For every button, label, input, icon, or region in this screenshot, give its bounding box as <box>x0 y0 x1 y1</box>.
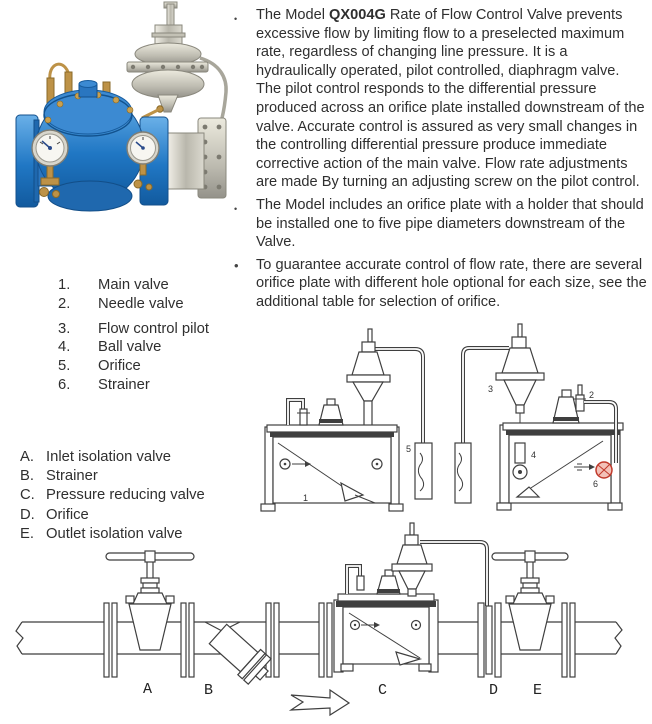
bullet-icon: • <box>234 14 238 24</box>
item-label: Outlet isolation valve <box>46 525 183 542</box>
label-pilot: 3 <box>487 384 493 394</box>
list-item <box>58 296 258 315</box>
strainer-highlight <box>596 462 612 478</box>
steel-spool <box>168 118 226 198</box>
item-number: 4. <box>58 339 71 356</box>
item-letter: C. <box>20 487 35 504</box>
item-label: Pressure reducing valve <box>46 487 205 504</box>
list-item <box>20 449 240 468</box>
label-strainer: 6 <box>593 479 599 489</box>
ball-valve <box>513 443 527 479</box>
pilot-valve <box>127 2 208 118</box>
item-number: 2. <box>58 295 71 312</box>
bullet-icon: • <box>234 257 239 273</box>
bonnet-fittings <box>288 399 343 425</box>
item-label: Strainer <box>46 468 98 485</box>
description-paragraph <box>234 6 648 192</box>
paragraph-body: Rate of Flow Control Valve prevents excessive flow by limiting flow to a preselected maximum rate, regardless of changing line pressure. It is a hydraulically operated, pilot controlled, diaphragm valve. The pilot control responds to the differential pressure produced across an orifice plate installed downstream of the valve. Accurate control is assured as very small changes in the controlling differential pressure produce immediate corrective action of the main valve. Flow rate adjustments are made By turning an adjusting screw on the pilot control. <box>256 7 645 191</box>
label-control-valve: C <box>378 682 388 699</box>
item-label: Strainer <box>98 376 150 393</box>
label-main-valve: 1 <box>303 493 309 503</box>
item-label: Orifice <box>98 358 141 375</box>
description-paragraph <box>234 256 648 312</box>
list-item <box>58 277 258 296</box>
list-item <box>58 377 258 396</box>
list-item <box>20 468 240 487</box>
label-orifice: 5 <box>405 444 411 454</box>
model-number: QX004G <box>329 7 386 23</box>
pilot-valve <box>347 329 390 427</box>
list-item <box>58 321 258 340</box>
pressure-reducing-valve <box>334 523 438 672</box>
paragraph-prefix: The Model <box>256 7 330 23</box>
item-number: 6. <box>58 376 71 393</box>
item-letter: B. <box>20 468 34 485</box>
outlet-isolation-valve <box>492 551 568 650</box>
item-label: Orifice <box>46 506 89 523</box>
parts-list <box>58 277 258 396</box>
label-inlet-valve: A <box>143 681 153 698</box>
bonnet-fittings <box>553 385 586 423</box>
paragraph-text: To guarantee accurate control of flow rate, there are several orifice plate with different hole optional for each size, see the additional table for selection of orifice. <box>256 256 647 310</box>
description-section <box>234 6 648 316</box>
description-paragraph <box>234 196 648 252</box>
orifice-plate <box>478 603 501 677</box>
item-label: Ball valve <box>98 339 162 356</box>
orifice-holder <box>415 443 432 499</box>
item-number: 3. <box>58 320 71 337</box>
label-strainer: B <box>204 682 214 699</box>
product-photo <box>0 0 233 290</box>
y-strainer <box>205 621 275 688</box>
list-item <box>58 339 258 358</box>
installation-schematic <box>0 518 652 724</box>
item-label: Needle valve <box>98 295 184 312</box>
item-letter: E. <box>20 525 34 542</box>
label-needle-valve: 2 <box>589 390 595 400</box>
paragraph-text: The Model includes an orifice plate with a holder that should be installed one to five pipe diameters downstream of the Valve. <box>256 196 644 251</box>
item-letter: A. <box>20 449 34 465</box>
list-item <box>58 358 258 377</box>
label-orifice: D <box>489 682 499 699</box>
item-number: 1. <box>58 277 71 293</box>
item-label: Inlet isolation valve <box>46 449 172 465</box>
main-valve <box>261 425 403 511</box>
label-outlet-valve: E <box>533 682 543 699</box>
label-ball-valve: 4 <box>531 450 537 460</box>
orifice-holder <box>455 443 471 503</box>
valve-diagram-right <box>443 315 652 515</box>
item-label: Flow control pilot <box>98 320 210 337</box>
valve-diagram-left <box>245 315 445 515</box>
list-item <box>20 487 240 506</box>
item-label: Main valve <box>98 277 169 293</box>
paragraph-text <box>256 6 648 192</box>
item-number: 5. <box>58 358 71 375</box>
flow-direction-arrow <box>291 690 349 715</box>
item-letter: D. <box>20 506 35 523</box>
bullet-icon: • <box>234 203 238 214</box>
